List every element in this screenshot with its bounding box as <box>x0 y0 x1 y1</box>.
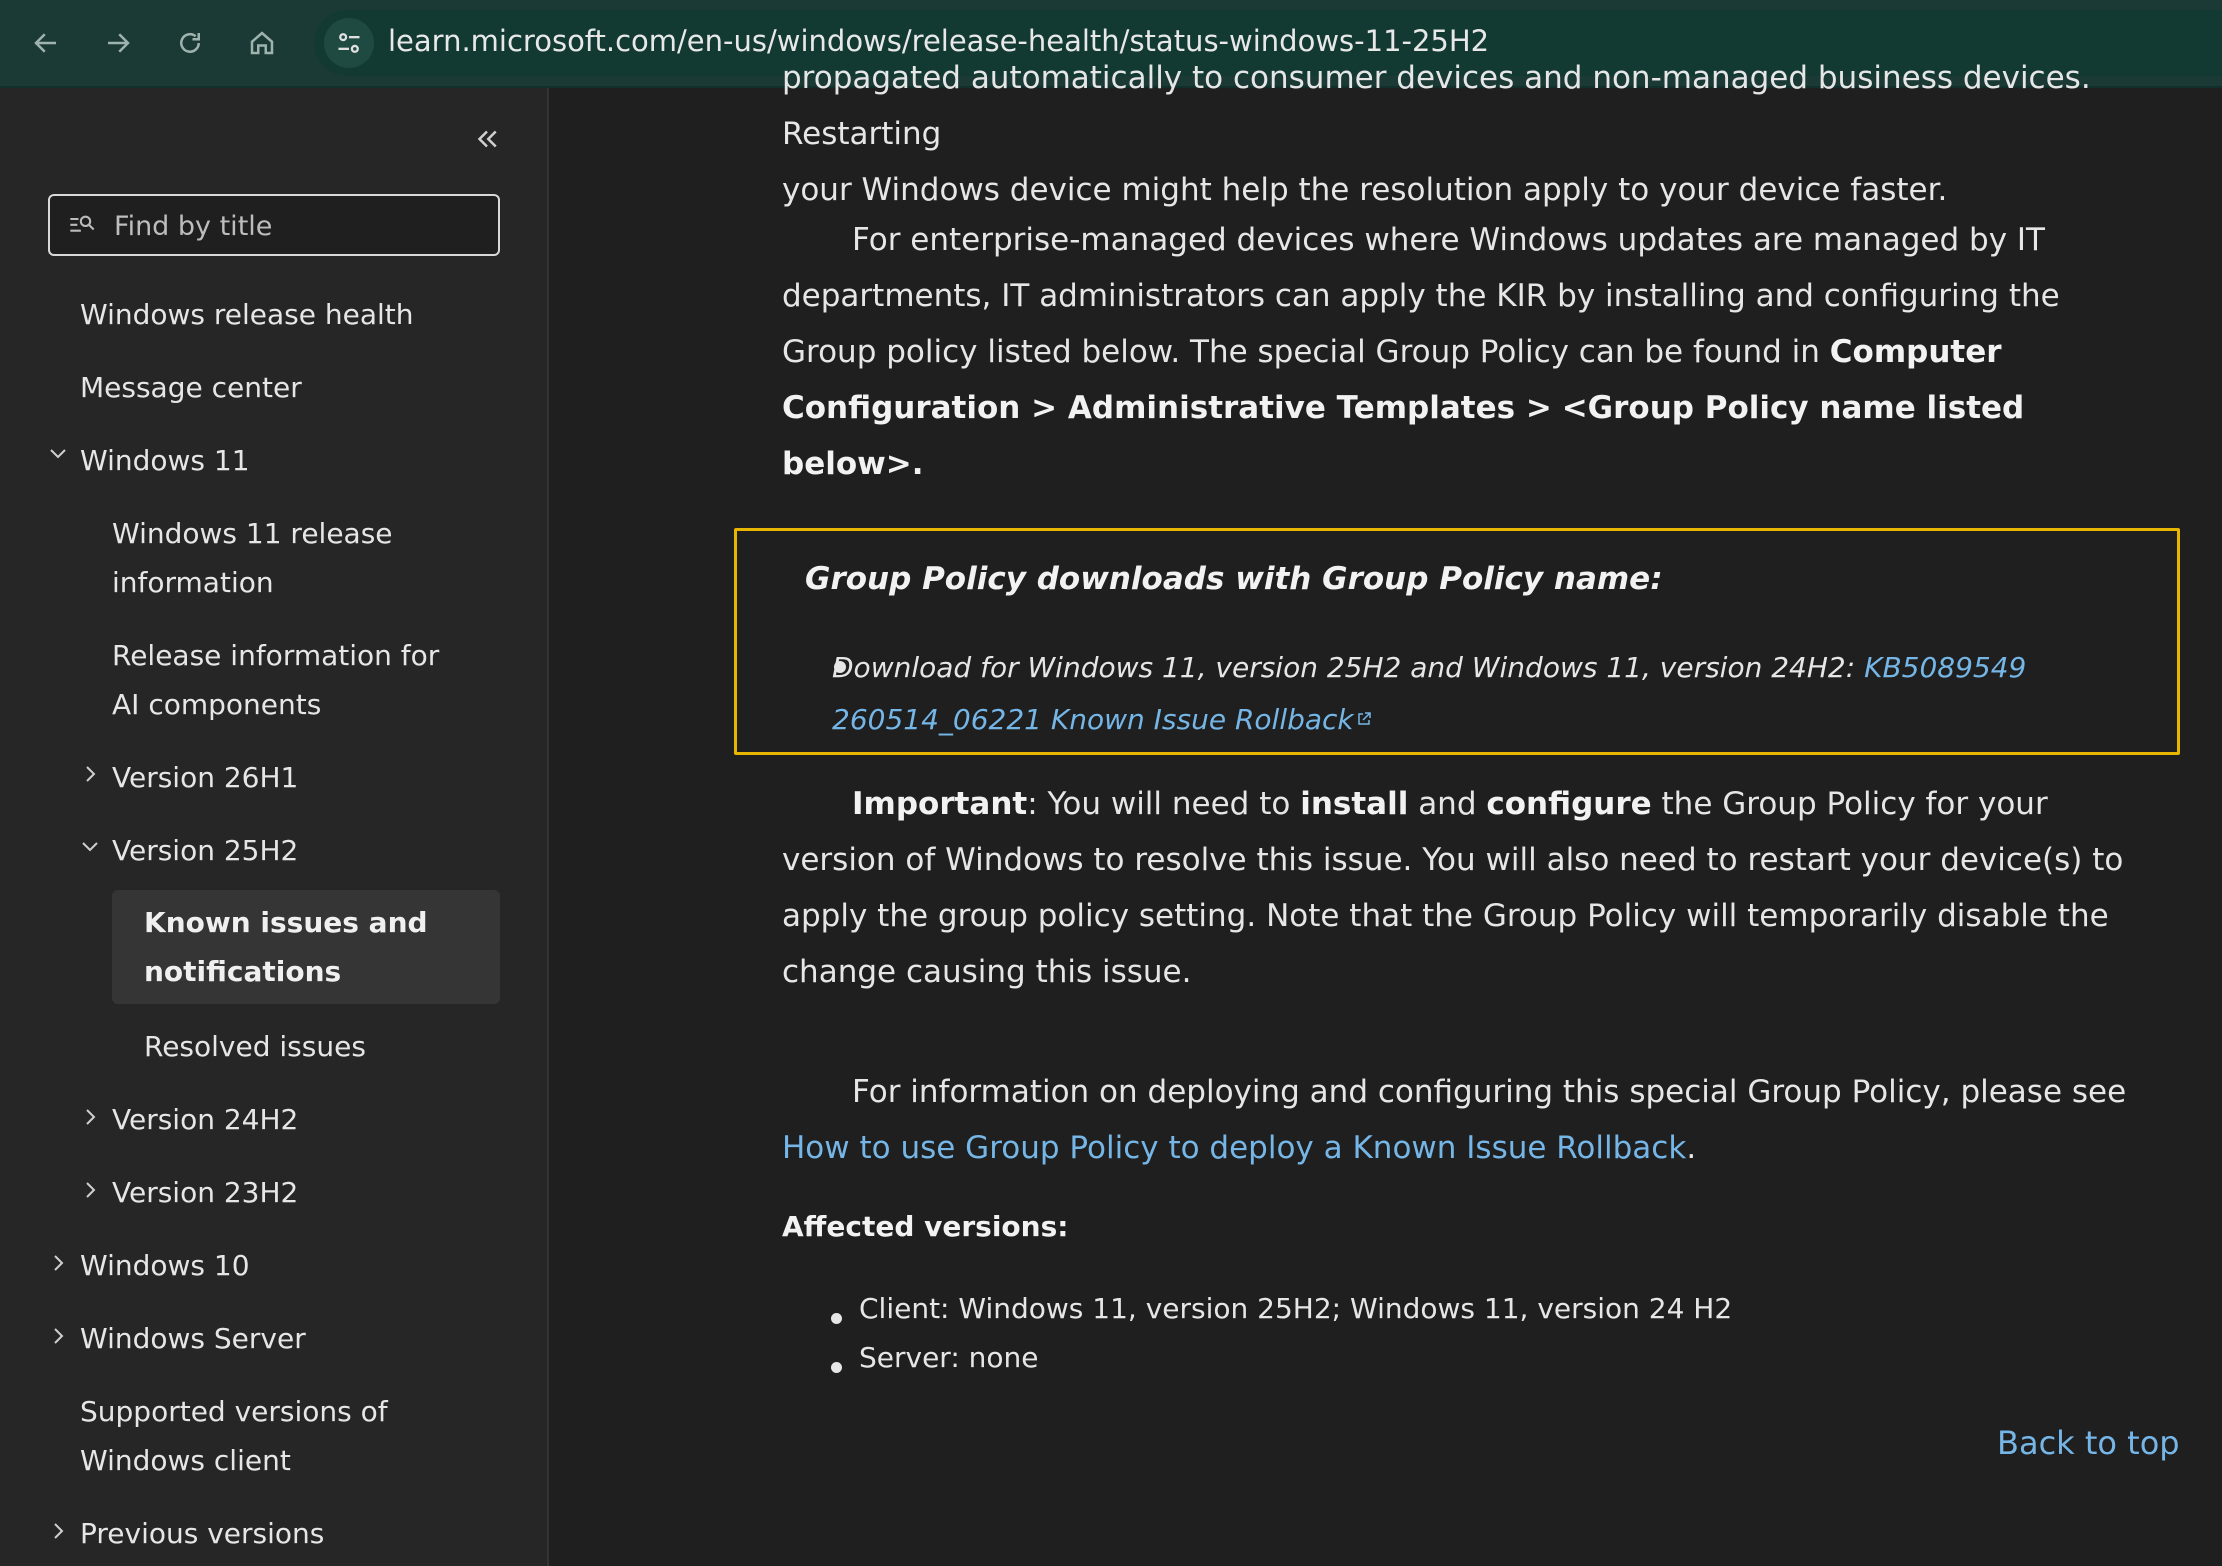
reload-icon[interactable] <box>160 14 220 72</box>
back-to-top-link[interactable]: Back to top <box>1997 1424 2180 1462</box>
chevron-right-icon[interactable] <box>80 1180 100 1200</box>
paragraph-text: your Windows device might help the resolution apply to your device faster. <box>782 172 1948 208</box>
paragraph-info <box>782 1064 2162 1176</box>
emphasis-configure: configure <box>1486 786 1652 822</box>
important-label: Important <box>852 786 1028 822</box>
chevron-right-icon[interactable] <box>80 1107 100 1127</box>
affected-versions-heading: Affected versions: <box>782 1210 1069 1243</box>
forward-icon[interactable] <box>88 14 148 72</box>
bullet <box>831 1362 842 1373</box>
filter-search-icon <box>68 212 96 240</box>
chevron-down-icon[interactable] <box>48 443 68 463</box>
nav-version-26h1[interactable]: Version 26H1 <box>112 761 299 794</box>
back-icon[interactable] <box>16 14 76 72</box>
paragraph-text: propagated automatically to consumer devices and non-managed business devices. Restarting <box>782 60 2091 152</box>
policy-path-name: <Group Policy name listed below>. <box>782 390 2025 482</box>
nav-version-24h2[interactable]: Version 24H2 <box>112 1103 299 1136</box>
url-text[interactable]: learn.microsoft.com/en-us/windows/release-health/status-windows-11-25H2 <box>388 24 1490 58</box>
nav-resolved-issues[interactable]: Resolved issues <box>144 1030 366 1063</box>
kir-download-link[interactable]: KB5089549 260514_06221 Known Issue Rollback <box>832 651 2027 736</box>
article-content <box>551 60 2222 1566</box>
nav-message-center[interactable]: Message center <box>80 371 302 404</box>
nav-known-issues-active[interactable] <box>112 890 500 1004</box>
nav-previous-versions[interactable]: Previous versions <box>80 1517 325 1550</box>
emphasis-install: install <box>1300 786 1409 822</box>
group-policy-callout <box>734 528 2180 755</box>
download-description: Download for Windows 11, version 25H2 and Windows 11, version 24H2: <box>832 651 1856 684</box>
nav-version-23h2[interactable]: Version 23H2 <box>112 1176 299 1209</box>
nav-windows-10[interactable]: Windows 10 <box>80 1249 250 1282</box>
nav-windows-release-health[interactable]: Windows release health <box>80 298 414 331</box>
affected-client: Client: Windows 11, version 25H2; Windows 11, version 24 H2 <box>859 1292 1733 1325</box>
kir-howto-link[interactable]: How to use Group Policy to deploy a Known Issue Rollback <box>782 1130 1687 1166</box>
nav-known-issues-label: Known issues and notifications <box>144 906 428 988</box>
paragraph-text: and <box>1418 786 1477 822</box>
paragraph-text: the Group Policy for your version of Windows to resolve this issue. You will also need to restart your device(s) to apply the group policy setting. Note that the Group Policy will temporarily disable the change causing this issue. <box>782 786 2124 990</box>
nav-version-25h2[interactable]: Version 25H2 <box>112 834 299 867</box>
paragraph-text: . <box>1686 1130 1697 1166</box>
chevron-right-icon[interactable] <box>48 1326 68 1346</box>
site-settings-icon[interactable] <box>324 18 374 68</box>
policy-path: Computer Configuration > Administrative Templates > <box>782 334 2002 426</box>
chevron-down-icon[interactable] <box>80 836 100 856</box>
affected-server: Server: none <box>859 1341 1039 1374</box>
nav-windows-11[interactable]: Windows 11 <box>80 444 250 477</box>
chevron-right-icon[interactable] <box>48 1521 68 1541</box>
callout-download-item <box>832 643 2162 745</box>
callout-heading: Group Policy downloads with Group Policy name: <box>805 561 1663 597</box>
chevron-right-icon[interactable] <box>48 1253 68 1273</box>
nav-windows-server[interactable]: Windows Server <box>80 1322 306 1355</box>
paragraph-text: : You will need to <box>1027 786 1291 822</box>
collapse-sidebar-icon[interactable] <box>472 124 508 160</box>
paragraph-text: For information on deploying and configuring this special Group Policy, please see <box>852 1074 2127 1110</box>
paragraph-restart <box>782 50 2162 218</box>
bullet <box>831 1313 842 1324</box>
nav-windows-11-release-information[interactable]: Windows 11 release information <box>112 517 393 599</box>
toc-sidebar <box>0 88 549 1566</box>
nav-release-info-ai-components[interactable]: Release information for AI components <box>112 639 440 721</box>
external-link-icon <box>1356 693 1372 709</box>
chevron-right-icon[interactable] <box>80 764 100 784</box>
paragraph-important <box>782 776 2162 1000</box>
find-by-title-box[interactable] <box>48 194 500 256</box>
paragraph-text: For enterprise-managed devices where Windows updates are managed by IT departments, IT administrators can apply the KIR by installing and configuring the Group policy listed below. The special Group Policy can be found in <box>782 222 2060 370</box>
find-by-title-input[interactable] <box>114 204 484 248</box>
nav-supported-versions[interactable]: Supported versions of Windows client <box>80 1395 388 1477</box>
home-icon[interactable] <box>232 14 292 72</box>
paragraph-enterprise <box>782 212 2162 492</box>
